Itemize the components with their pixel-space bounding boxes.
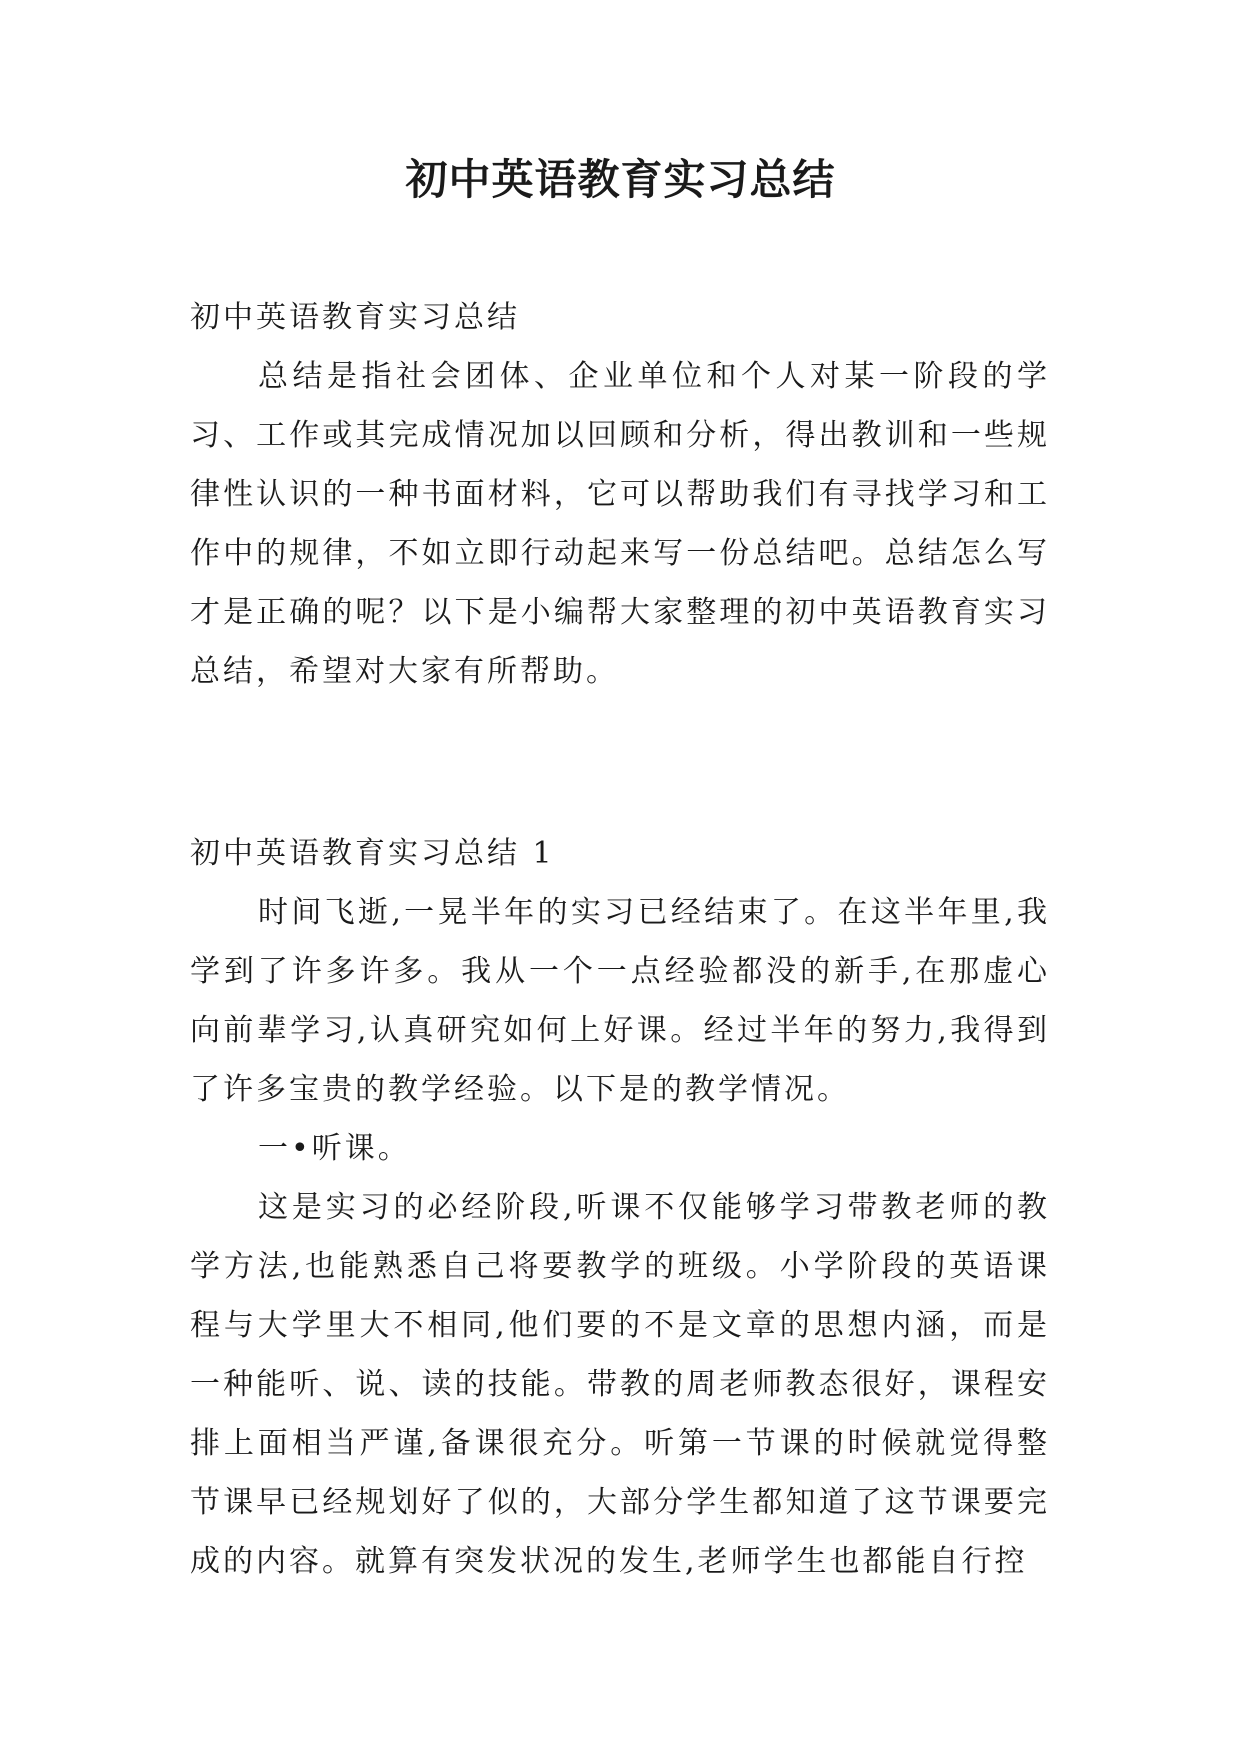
section-1-heading: 初中英语教育实习总结 1: [190, 836, 555, 871]
section-1-subheading: 一•听课。: [258, 1131, 411, 1166]
intro-heading: 初中英语教育实习总结: [190, 300, 520, 335]
intro-paragraph: 总结是指社会团体、企业单位和个人对某一阶段的学习、工作或其完成情况加以回顾和分析，得出教训和一些规律性认识的一种书面材料，它可以帮助我们有寻找学习和工作中的规律，不如立即行动起来写一份总结吧。总结怎么写才是正确的呢？以下是小编帮大家整理的初中英语教育实习总结，希望对大家有所帮助。: [190, 359, 1050, 689]
section-1: [190, 824, 1050, 1591]
intro-section: [190, 288, 1050, 701]
document-title: 初中英语教育实习总结: [405, 155, 836, 204]
section-1-paragraph-1: 时间飞逝,一晃半年的实习已经结束了。在这半年里,我学到了许多许多。我从一个一点经验都没的新手,在那虚心向前辈学习,认真研究如何上好课。经过半年的努力,我得到了许多宝贵的教学经验。以下是的教学情况。: [190, 895, 1050, 1107]
section-1-paragraph-2: 这是实习的必经阶段,听课不仅能够学习带教老师的教学方法,也能熟悉自己将要教学的班级。小学阶段的英语课程与大学里大不相同,他们要的不是文章的思想内涵，而是一种能听、说、读的技能。带教的周老师教态很好，课程安排上面相当严谨,备课很充分。听第一节课的时候就觉得整节课早已经规划好了似的，大部分学生都知道了这节课要完成的内容。就算有突发状况的发生,老师学生也都能自行控: [190, 1190, 1050, 1579]
